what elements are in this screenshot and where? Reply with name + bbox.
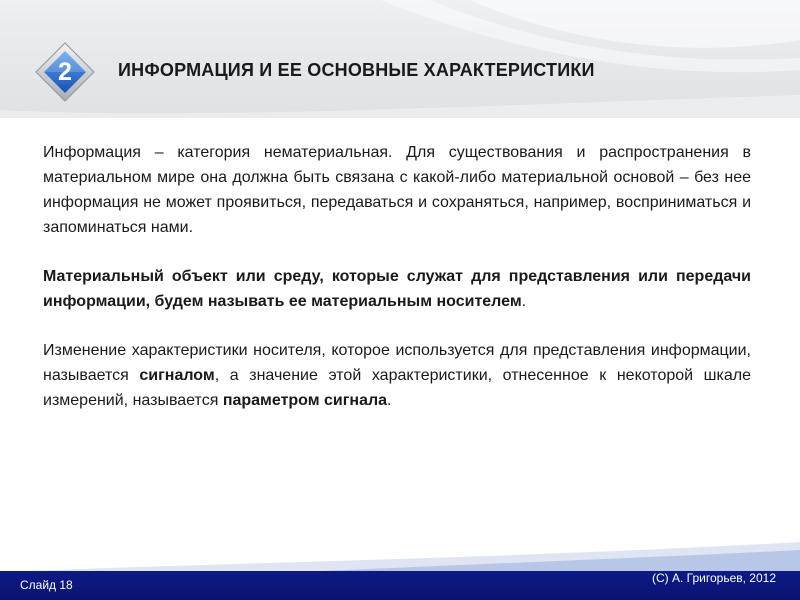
- page-title: ИНФОРМАЦИЯ И ЕЕ ОСНОВНЫЕ ХАРАКТЕРИСТИКИ: [118, 60, 595, 80]
- paragraph-3: [43, 338, 751, 413]
- paragraph-2-bold: Материальный объект или среду, которые служат для представления или передачи информации, будем называть ее материальным носителем: [43, 268, 751, 310]
- main-content: [43, 140, 751, 437]
- paragraph-3-c: , а значение этой характеристики, отнесенное к некоторой шкале измерений, называется: [43, 367, 752, 409]
- term-signal: сигналом: [139, 367, 215, 384]
- footer-waves: [0, 540, 800, 572]
- section-number: 2: [58, 57, 72, 86]
- paragraph-3-e: .: [387, 392, 392, 409]
- term-signal-parameter: параметром сигнала: [222, 392, 388, 409]
- paragraph-1: Информация – категория нематериальная. Для существования и распространения в материальном мире она должна быть связана с какой-либо материальной основой – без нее информация не может проявиться, передаваться и сохраняться, например, восприниматься и запоминаться нами.: [43, 144, 751, 236]
- paragraph-2: [43, 264, 751, 314]
- paragraph-2-end: .: [521, 293, 527, 310]
- slide-number: Слайд 18: [20, 578, 73, 592]
- copyright-text: (C) А. Григорьев, 2012: [652, 571, 776, 585]
- paragraph-3-a: Изменение характеристики носителя, которое используется для представления информации, называется: [43, 342, 751, 384]
- header-waves: [0, 0, 800, 118]
